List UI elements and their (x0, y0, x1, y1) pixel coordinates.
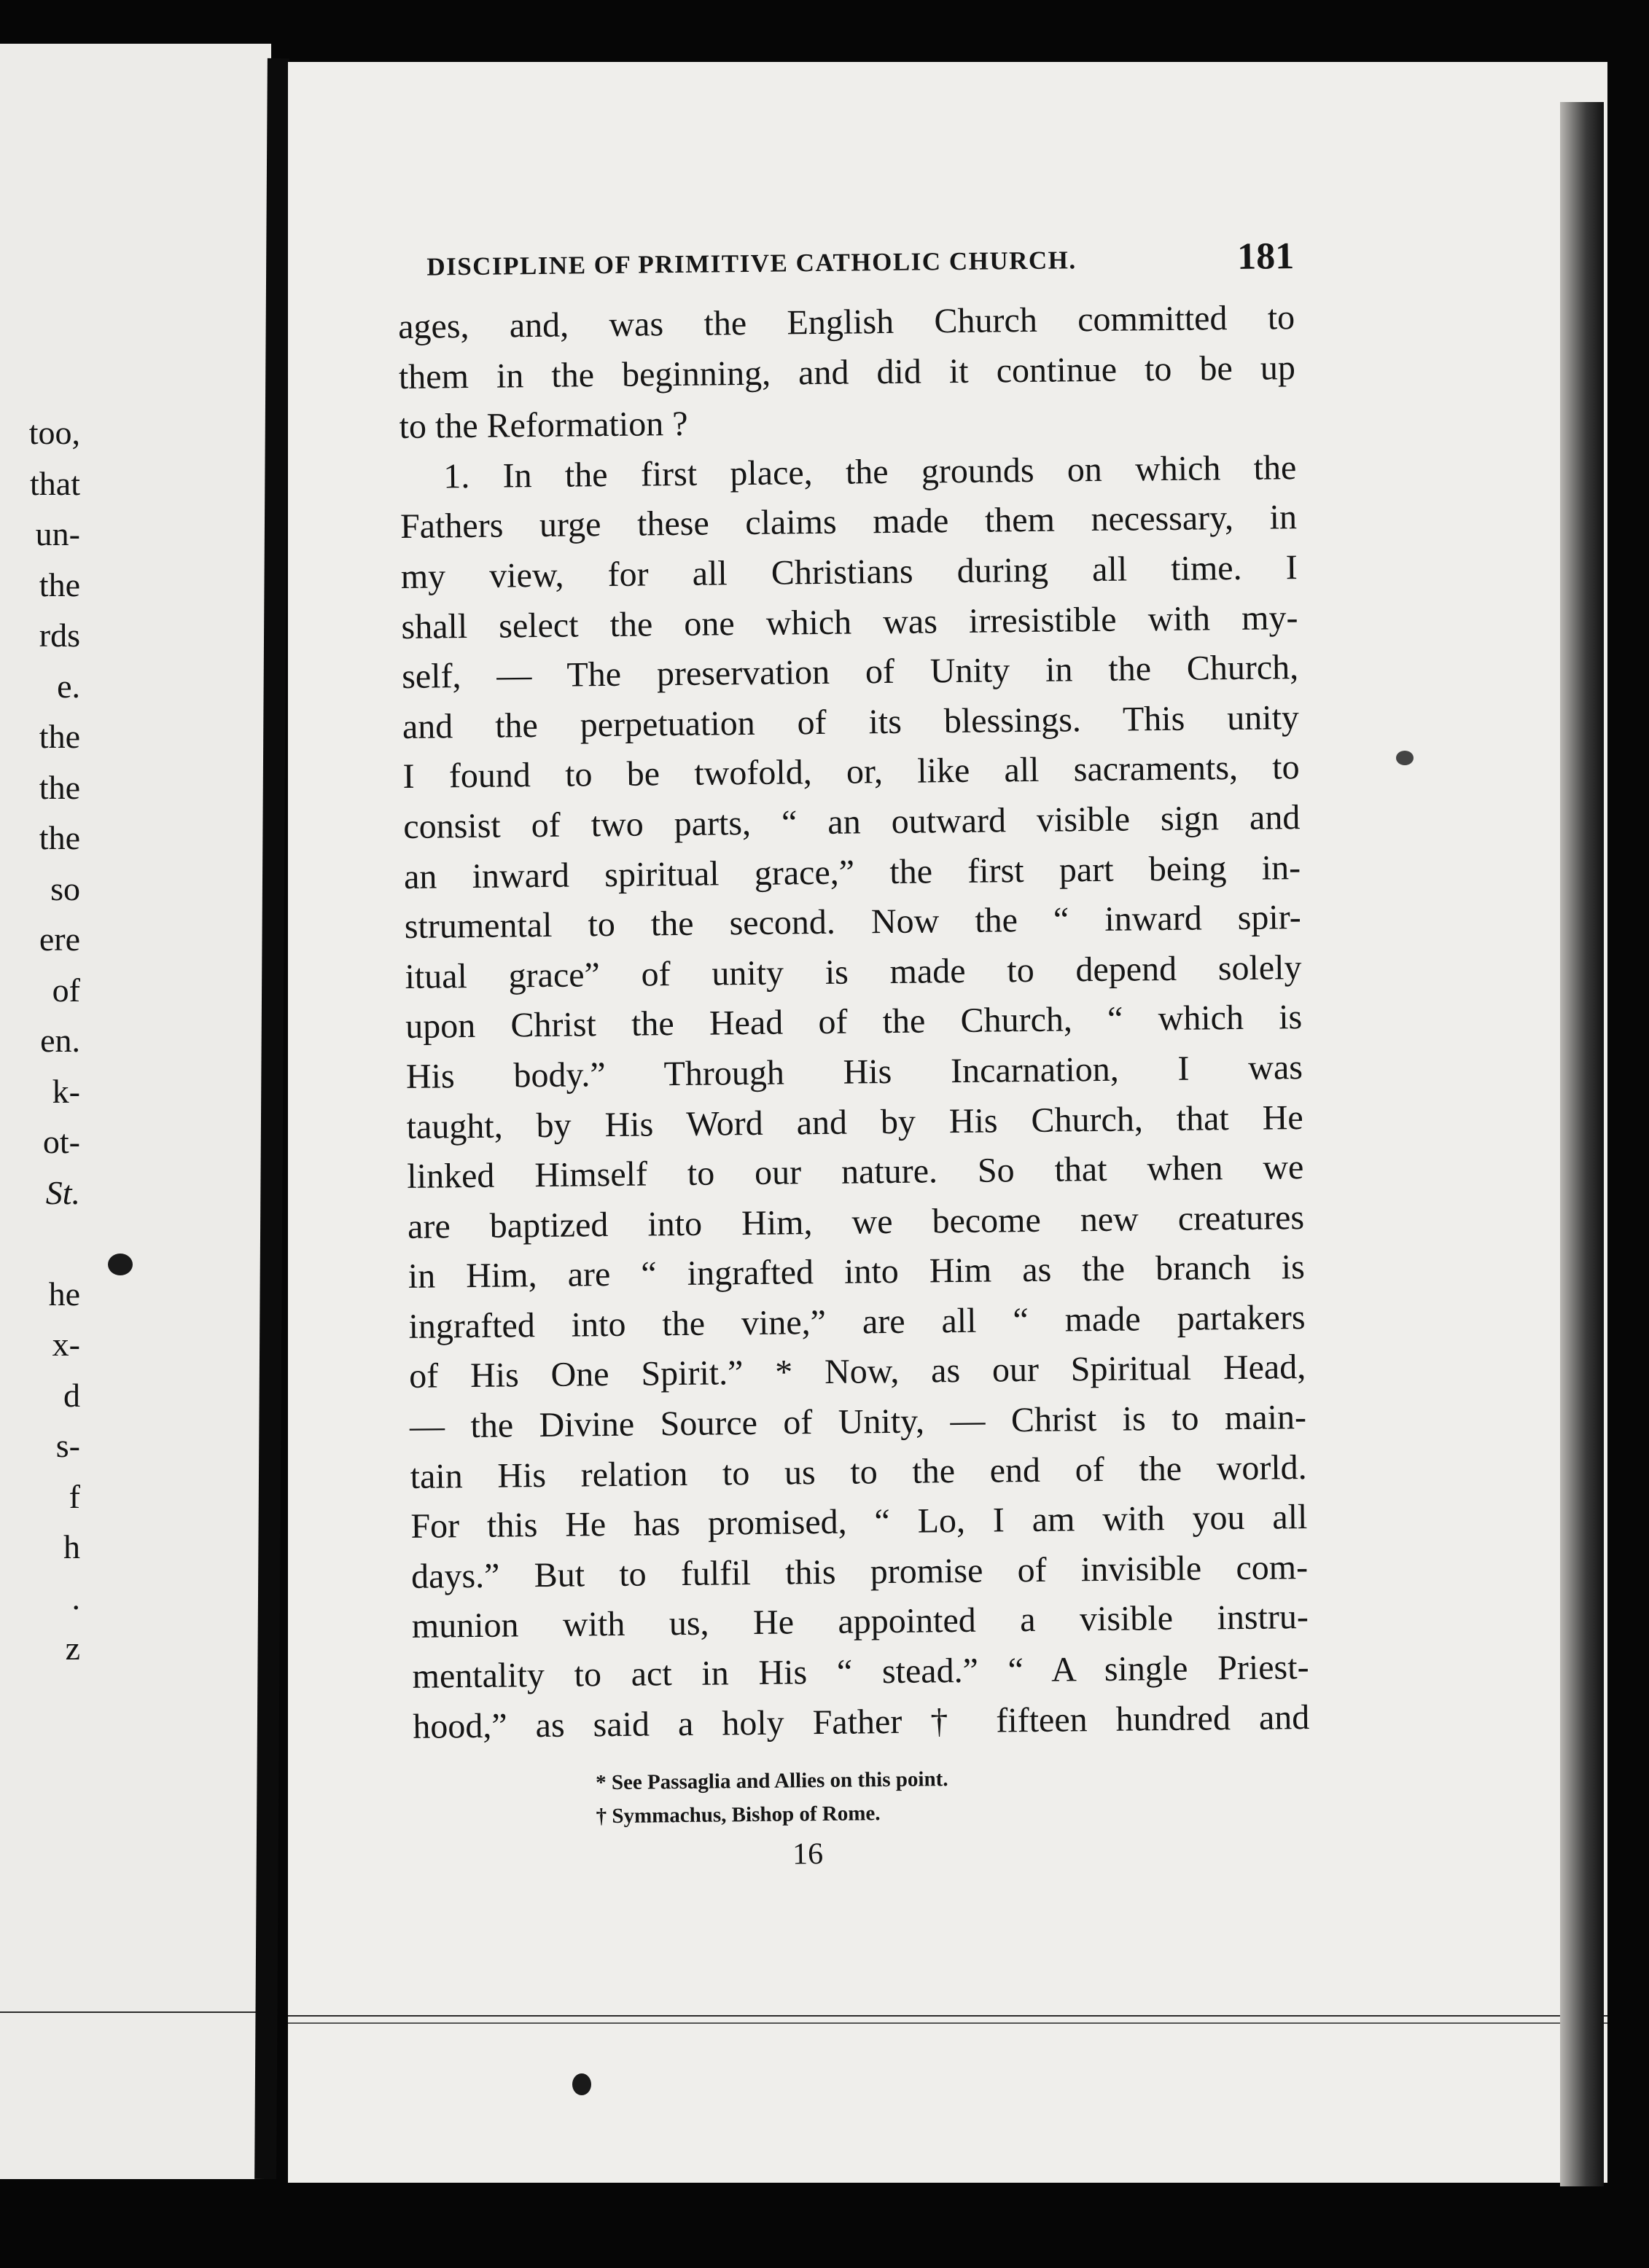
text-line: them in the beginning, and did it continue to be up (398, 348, 1296, 396)
running-title: DISCIPLINE OF PRIMITIVE CATHOLIC CHURCH. (426, 246, 1077, 281)
edge-fragment: ot- (42, 1123, 80, 1160)
footnotes (413, 1759, 1311, 1835)
ink-speck (572, 2073, 591, 2095)
text-line: ingrafted into the vine,” are all “ made partakers (408, 1297, 1306, 1346)
text-line: 1. In the first place, the grounds on which the (443, 447, 1297, 496)
text-line: consist of two parts, “ an outward visible sign and (403, 798, 1301, 846)
page-number: 181 (1236, 235, 1295, 278)
right-page (288, 62, 1607, 2183)
text-line: For this He has promised, “ Lo, I am with you all (410, 1498, 1308, 1546)
edge-fragment: d (63, 1376, 80, 1414)
ink-speck (108, 1254, 133, 1275)
edge-fragment: e. (57, 667, 80, 705)
edge-fragment (0, 357, 80, 408)
scan-rule (0, 2011, 271, 2013)
text-line: shall select the one which was irresistible with my- (401, 598, 1298, 646)
text-line: His body.” Through His Incarnation, I was (405, 1047, 1303, 1096)
running-head (397, 235, 1295, 302)
edge-fragment: un- (35, 515, 80, 552)
text-line: are baptized into Him, we become new creatures (407, 1197, 1305, 1246)
edge-fragment: the (39, 566, 80, 603)
text-line: and the perpetuation of its blessings. This unity (402, 697, 1300, 746)
scan-rule (288, 2022, 1607, 2024)
ink-speck (1396, 751, 1414, 765)
edge-fragment: x- (52, 1326, 80, 1363)
edge-fragment: the (39, 819, 80, 856)
text-line: tain His relation to us to the end of the world. (410, 1447, 1307, 1496)
text-line: mentality to act in His “ stead.” “ A single Priest- (412, 1648, 1309, 1696)
edge-fragment: too, (28, 414, 80, 451)
text-line: to the Reformation ? (399, 404, 688, 447)
text-line: itual grace” of unity is made to depend solely (405, 947, 1302, 996)
text-line: linked Himself to our nature. So that when we (407, 1148, 1304, 1197)
text-line: days.” But to fulfil this promise of invisible com- (410, 1547, 1309, 1596)
page-content (397, 235, 1311, 1876)
text-line: my view, for all Christians during all time. I (400, 548, 1298, 596)
edge-fragment: h (63, 1528, 80, 1565)
edge-fragment: St. (45, 1173, 80, 1211)
edge-fragment: the (39, 718, 80, 755)
edge-fragment: k- (52, 1072, 80, 1110)
edge-fragment: the (39, 768, 80, 806)
edge-fragment (0, 1218, 80, 1269)
left-page-edge-text (0, 306, 80, 1674)
text-line: — the Divine Source of Unity, — Christ is to main- (409, 1398, 1307, 1446)
edge-fragment: en. (40, 1022, 80, 1059)
text-line: in Him, are “ ingrafted into Him as the branch is (408, 1248, 1306, 1297)
edge-fragment: of (52, 971, 80, 1009)
text-line: taught, by His Word and by His Church, that He (406, 1098, 1303, 1146)
edge-fragment: . (71, 1579, 80, 1616)
edge-fragment: s- (55, 1427, 80, 1464)
signature-mark: 16 (792, 1837, 824, 1872)
edge-fragment: he (48, 1275, 80, 1313)
text-line: self, — The preservation of Unity in the Church, (401, 648, 1299, 697)
text-line: strumental to the second. Now the “ inward spir- (404, 898, 1302, 947)
edge-fragment: that (30, 464, 80, 502)
text-line: upon Christ the Head of the Church, “ which is (405, 998, 1303, 1047)
text-line: an inward spiritual grace,” the first part being in- (403, 848, 1301, 896)
edge-fragment: z (65, 1630, 80, 1667)
edge-fragment: f (69, 1477, 80, 1515)
binding-shadow (1560, 102, 1604, 2186)
text-line: ages, and, was the English Church committed to (397, 298, 1295, 346)
left-page (0, 44, 271, 2179)
footnote: * See Passaglia and Allies on this point. (595, 1767, 948, 1795)
text-line: Fathers urge these claims made them necessary, in (399, 498, 1298, 547)
edge-fragment: rds (39, 617, 80, 654)
text-line: munion with us, He appointed a visible instru- (411, 1598, 1309, 1646)
text-line: I found to be twofold, or, like all sacraments, to (402, 748, 1300, 797)
body-text (398, 293, 1310, 1752)
edge-fragment: so (50, 869, 80, 907)
text-line: hood,” as said a holy Father † fifteen hundred and (413, 1697, 1310, 1746)
scan-rule (288, 2015, 1607, 2017)
text-line: of His One Spirit.” * Now, as our Spiritual Head, (408, 1348, 1306, 1396)
edge-fragment: ere (39, 920, 80, 958)
footnote: † Symmachus, Bishop of Rome. (596, 1802, 881, 1829)
edge-fragment (0, 306, 80, 357)
